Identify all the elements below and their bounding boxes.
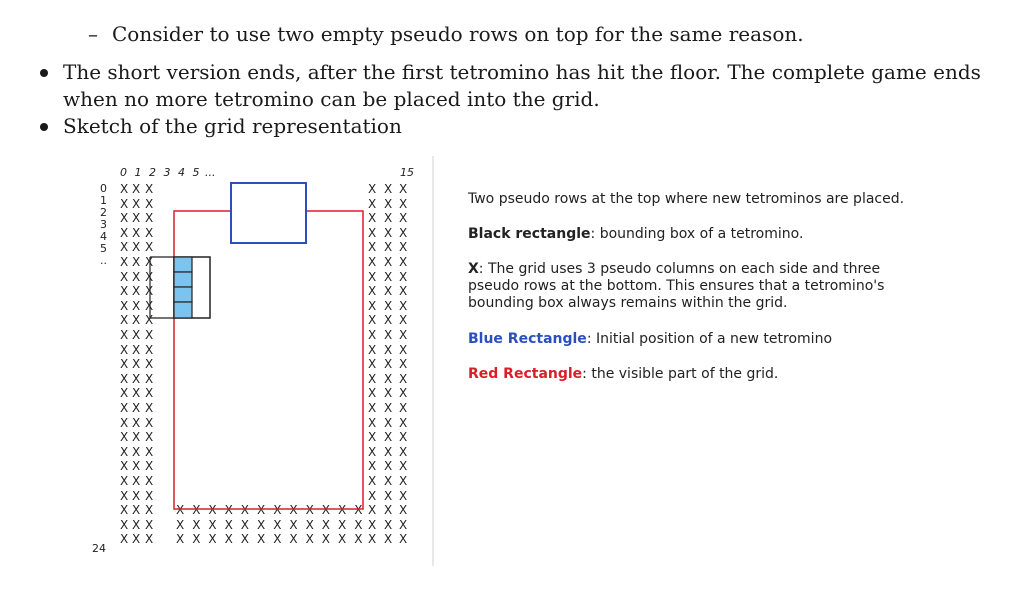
x-mark: X: [132, 488, 141, 503]
x-mark: X: [399, 503, 408, 518]
x-mark: X: [145, 196, 154, 211]
x-mark: X: [384, 532, 393, 547]
x-mark: X: [208, 532, 217, 547]
legend-x-text-1: : The grid uses 3 pseudo columns on each side and three: [478, 261, 881, 277]
col-label: 3: [163, 166, 171, 179]
x-mark: X: [368, 517, 377, 532]
x-mark: X: [132, 357, 141, 372]
x-mark: X: [132, 371, 141, 386]
grid-sketch: [90, 156, 435, 566]
x-mark: X: [399, 211, 408, 226]
x-mark: X: [120, 240, 129, 255]
bullet-dot: [40, 69, 48, 77]
x-mark: X: [321, 517, 331, 532]
x-mark: X: [368, 313, 377, 328]
x-mark: X: [120, 474, 129, 488]
x-mark: X: [208, 503, 217, 518]
x-mark: X: [120, 459, 129, 474]
x-mark: X: [399, 342, 408, 357]
x-mark: X: [289, 503, 298, 518]
x-mark: X: [384, 269, 393, 284]
col-label: ...: [205, 166, 216, 179]
x-mark: X: [368, 328, 377, 342]
legend-blue-text: : Initial position of a new tetromino: [586, 331, 833, 347]
x-mark: X: [338, 503, 347, 518]
row-label: 5: [100, 242, 107, 255]
x-mark: X: [132, 430, 141, 445]
x-mark: X: [240, 532, 250, 547]
x-mark: X: [132, 284, 141, 299]
x-mark: X: [273, 503, 282, 518]
x-mark: X: [176, 503, 185, 518]
x-mark: X: [132, 386, 141, 401]
x-mark: X: [132, 240, 141, 255]
x-mark: X: [120, 386, 129, 401]
x-mark: X: [120, 284, 129, 299]
x-mark: X: [145, 342, 154, 357]
legend-pseudo-rows: Two pseudo rows at the top where new tetrominos are placed.: [468, 191, 905, 207]
x-mark: X: [368, 430, 377, 445]
legend-x-line-3: bounding box always remains within the grid.: [468, 295, 788, 311]
row-label: 3: [100, 218, 107, 231]
x-mark: X: [368, 474, 377, 488]
x-mark: X: [132, 459, 141, 474]
legend-black-text: : bounding box of a tetromino.: [590, 226, 804, 242]
x-mark: X: [368, 357, 377, 372]
x-mark: X: [224, 517, 233, 532]
x-mark: X: [240, 517, 250, 532]
x-mark: X: [368, 459, 377, 474]
col-label-last: 15: [400, 166, 414, 179]
x-mark: X: [120, 444, 129, 459]
x-mark: X: [145, 386, 154, 401]
x-mark: X: [338, 532, 347, 547]
blue-rectangle-initial-position: [231, 183, 306, 243]
x-mark: X: [120, 371, 129, 386]
tetromino-cell: [174, 272, 192, 287]
x-mark: X: [338, 517, 347, 532]
x-mark: X: [368, 225, 377, 240]
x-mark: X: [145, 182, 154, 196]
x-mark: X: [132, 211, 141, 226]
x-mark: X: [120, 415, 129, 430]
x-mark: X: [368, 298, 377, 313]
legend-red-rectangle: [468, 366, 778, 382]
col-label: 4: [178, 166, 185, 179]
x-mark: X: [399, 532, 408, 547]
x-mark: X: [208, 517, 217, 532]
col-label: 1: [134, 166, 142, 179]
x-mark: X: [305, 532, 314, 547]
x-mark: X: [399, 415, 408, 430]
x-mark: X: [257, 503, 266, 518]
x-mark: X: [289, 517, 298, 532]
x-mark: X: [399, 371, 408, 386]
x-mark: X: [368, 342, 377, 357]
x-mark: X: [368, 386, 377, 401]
x-mark: X: [120, 225, 129, 240]
bullet-1-line-2: when no more tetromino can be placed into the grid.: [63, 87, 600, 111]
row-label: 0: [100, 182, 107, 195]
x-mark: X: [399, 284, 408, 299]
x-mark: X: [321, 503, 331, 518]
x-mark: X: [384, 444, 393, 459]
tetromino-cell: [174, 257, 192, 272]
bullet-2-text: Sketch of the grid representation: [63, 114, 402, 138]
x-mark: X: [120, 342, 129, 357]
x-mark: X: [120, 269, 129, 284]
x-mark: X: [132, 342, 141, 357]
x-mark: X: [192, 532, 201, 547]
x-mark: X: [384, 182, 393, 196]
x-mark: X: [132, 313, 141, 328]
x-mark: X: [132, 401, 141, 415]
x-mark: X: [273, 532, 282, 547]
x-mark: X: [305, 503, 314, 518]
x-mark: X: [384, 196, 393, 211]
x-mark: X: [384, 240, 393, 255]
legend-black-label: Black rectangle: [468, 226, 591, 242]
x-mark: X: [384, 459, 393, 474]
x-mark: X: [368, 255, 377, 269]
x-mark: X: [354, 532, 363, 547]
x-mark: X: [289, 532, 298, 547]
row-label: 2: [100, 206, 107, 219]
x-mark: X: [368, 269, 377, 284]
row-label: 4: [100, 230, 107, 243]
x-mark: X: [120, 298, 129, 313]
legend-x-line-1: [468, 261, 880, 277]
x-mark: X: [321, 532, 331, 547]
x-mark: X: [399, 298, 408, 313]
x-mark: X: [132, 298, 141, 313]
x-mark: X: [132, 269, 141, 284]
x-mark: X: [132, 255, 141, 269]
x-mark: X: [384, 284, 393, 299]
x-mark: X: [145, 415, 154, 430]
x-mark: X: [120, 328, 129, 342]
x-mark: X: [368, 503, 377, 518]
x-mark: X: [176, 517, 185, 532]
x-mark: X: [192, 503, 201, 518]
x-mark: X: [399, 474, 408, 488]
x-mark: X: [399, 517, 408, 532]
x-mark: X: [399, 313, 408, 328]
x-mark: X: [384, 415, 393, 430]
x-mark: X: [145, 298, 154, 313]
x-mark: X: [384, 357, 393, 372]
x-mark: X: [399, 269, 408, 284]
legend-black-rectangle: [468, 226, 803, 242]
bullet-dot: [40, 123, 48, 131]
tetromino-cell: [174, 302, 192, 318]
x-mark: X: [368, 532, 377, 547]
x-mark: X: [145, 269, 154, 284]
x-mark: X: [120, 196, 129, 211]
x-mark: X: [305, 517, 314, 532]
x-mark: X: [132, 196, 141, 211]
x-mark: X: [145, 240, 154, 255]
x-mark: X: [384, 225, 393, 240]
x-mark: X: [399, 488, 408, 503]
x-mark: X: [120, 255, 129, 269]
col-label: 0: [120, 166, 127, 179]
x-mark: X: [384, 517, 393, 532]
x-mark: X: [120, 357, 129, 372]
x-mark: X: [384, 342, 393, 357]
x-mark: X: [399, 182, 408, 196]
x-mark: X: [257, 532, 266, 547]
x-mark: X: [399, 255, 408, 269]
x-mark: X: [384, 401, 393, 415]
x-mark: X: [384, 371, 393, 386]
x-mark: X: [145, 474, 154, 488]
x-mark: X: [145, 255, 154, 269]
legend-x-line-2: pseudo rows at the bottom. This ensures that a tetromino's: [468, 278, 885, 294]
row-label: 1: [100, 194, 107, 207]
x-mark: X: [399, 386, 408, 401]
x-mark: X: [384, 474, 393, 488]
x-mark: X: [273, 517, 282, 532]
legend-blue-rectangle: [468, 331, 832, 347]
x-mark: X: [354, 517, 363, 532]
x-mark: X: [145, 488, 154, 503]
x-mark: X: [145, 430, 154, 445]
x-mark: X: [145, 328, 154, 342]
x-mark: X: [399, 444, 408, 459]
x-mark: X: [384, 211, 393, 226]
legend-blue-label: Blue Rectangle: [468, 331, 587, 347]
x-mark: X: [399, 430, 408, 445]
x-mark: X: [145, 313, 154, 328]
x-mark: X: [132, 532, 141, 547]
x-mark: X: [368, 211, 377, 226]
x-mark: X: [120, 532, 129, 547]
x-mark: X: [368, 240, 377, 255]
x-mark: X: [224, 503, 233, 518]
legend-x-label: X: [468, 261, 479, 277]
x-mark: X: [384, 488, 393, 503]
sub-bullet-text: Consider to use two empty pseudo rows on top for the same reason.: [112, 22, 804, 46]
x-mark: X: [368, 401, 377, 415]
x-mark: X: [384, 430, 393, 445]
x-mark: X: [145, 503, 154, 518]
x-mark: X: [120, 517, 129, 532]
x-mark: X: [120, 211, 129, 226]
row-label: 24: [92, 542, 106, 555]
tetromino: [174, 257, 192, 318]
x-mark: X: [384, 386, 393, 401]
red-rectangle-visible-grid: [174, 211, 363, 509]
x-mark: X: [145, 211, 154, 226]
tetromino-cell: [174, 287, 192, 302]
x-mark: X: [192, 517, 201, 532]
x-mark: X: [145, 225, 154, 240]
x-mark: X: [145, 444, 154, 459]
bullet-1-line-1: The short version ends, after the first tetromino has hit the floor. The complete game ends: [63, 60, 981, 84]
x-mark: X: [224, 532, 233, 547]
x-mark: X: [399, 401, 408, 415]
x-mark: X: [399, 459, 408, 474]
x-mark: X: [368, 488, 377, 503]
x-mark: X: [120, 313, 129, 328]
grid-overlay: [90, 156, 435, 566]
x-mark: X: [384, 255, 393, 269]
x-mark: X: [132, 517, 141, 532]
legend-red-label: Red Rectangle: [468, 366, 583, 382]
col-label: 2: [149, 166, 156, 179]
x-mark: X: [120, 182, 129, 196]
x-mark: X: [176, 532, 185, 547]
x-mark: X: [145, 401, 154, 415]
x-mark: X: [399, 328, 408, 342]
x-mark: X: [132, 182, 141, 196]
x-mark: X: [120, 488, 129, 503]
x-mark: X: [132, 328, 141, 342]
x-mark: X: [354, 503, 363, 518]
x-mark: X: [132, 444, 141, 459]
x-mark: X: [145, 459, 154, 474]
x-mark: X: [145, 371, 154, 386]
row-label: ..: [100, 254, 107, 267]
x-mark: X: [399, 196, 408, 211]
sub-bullet-dash: –: [88, 22, 98, 46]
x-mark: X: [384, 298, 393, 313]
x-mark: X: [257, 517, 266, 532]
x-mark: X: [368, 415, 377, 430]
x-mark: X: [145, 357, 154, 372]
x-mark: X: [368, 284, 377, 299]
x-mark: X: [240, 503, 250, 518]
x-mark: X: [384, 328, 393, 342]
legend-red-text: : the visible part of the grid.: [582, 366, 779, 382]
x-mark: X: [145, 517, 154, 532]
x-mark: X: [132, 474, 141, 488]
x-mark: X: [368, 196, 377, 211]
x-mark: X: [368, 444, 377, 459]
x-mark: X: [384, 313, 393, 328]
x-mark: X: [368, 182, 377, 196]
col-label: 5: [192, 166, 200, 179]
x-mark: X: [145, 284, 154, 299]
x-mark: X: [384, 503, 393, 518]
x-mark: X: [145, 532, 154, 547]
x-mark: X: [399, 240, 408, 255]
x-mark: X: [120, 503, 129, 518]
x-mark: X: [132, 225, 141, 240]
x-mark: X: [399, 357, 408, 372]
x-mark: X: [368, 371, 377, 386]
grid-figure: [90, 156, 435, 566]
x-mark: X: [120, 401, 129, 415]
x-mark: X: [399, 225, 408, 240]
x-mark: X: [132, 415, 141, 430]
x-mark: X: [132, 503, 141, 518]
x-mark: X: [120, 430, 129, 445]
